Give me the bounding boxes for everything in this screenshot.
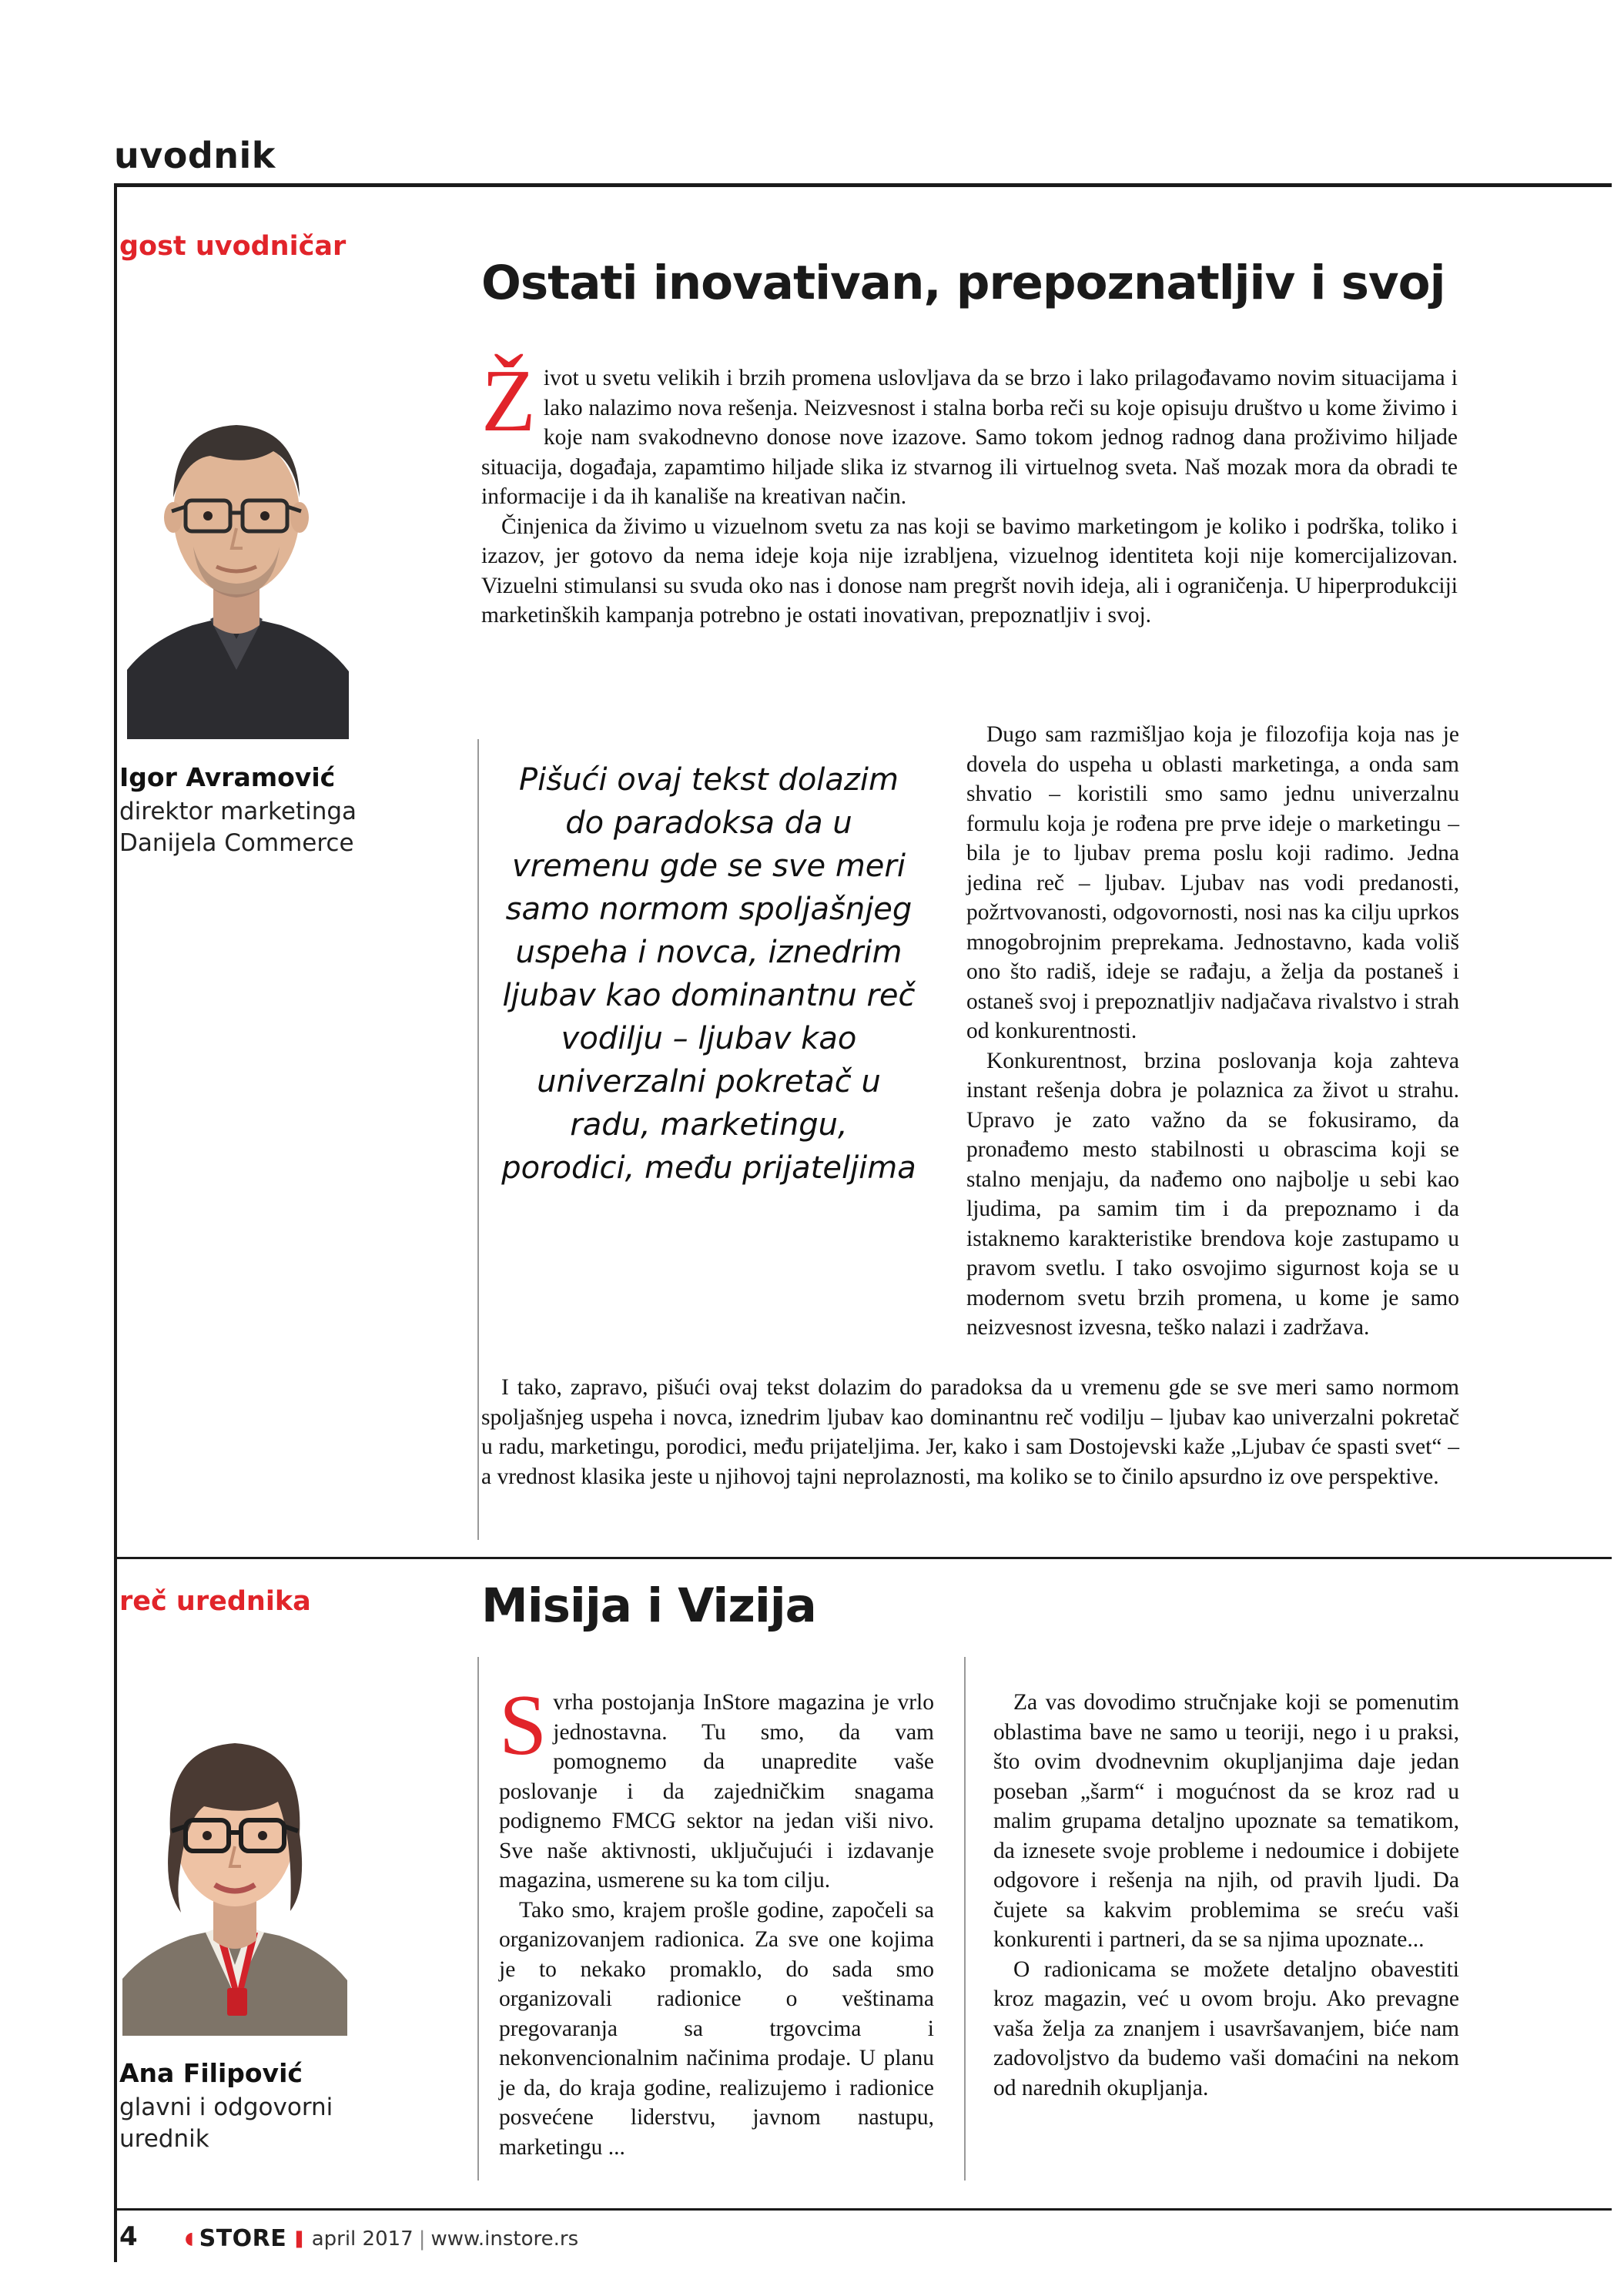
article1-author-role-line1: direktor marketinga xyxy=(119,798,357,825)
article1-right-paragraph-2: Konkurentnost, brzina poslovanja koja zahteva instant rešenja dobra je polaznica za život u strahu. Upravo je zato važno da se fokusiramo, da pronađemo mesto stabilnosti u obrascima koji se stalno menjaju, da nađemo ono najbolje u sebi kao ljudima, pa samim tim i da prepoznamo i da istaknemo karakteristike brendova koje zastupamo u pravom svetlu. I tako osvojimo sigurnost koja se u modernom svetu brzih promena, u kome je samo neizvesnost izvesna, teško nalazi i zadržava. xyxy=(966,1048,1459,1340)
article2-right-column xyxy=(993,1688,1459,2103)
footer-brand xyxy=(185,2225,578,2252)
footer-issue: april 2017 xyxy=(311,2227,414,2251)
article2-title: Misija i Vizija xyxy=(481,1578,816,1633)
article1-author-name: Igor Avramović xyxy=(119,762,336,792)
article1-author-role-line2: Danijela Commerce xyxy=(119,829,354,857)
left-vertical-rule xyxy=(114,183,117,2262)
article2-left-column xyxy=(499,1678,934,2162)
page-number: 4 xyxy=(119,2221,138,2252)
article2-lead-text: vrha postojanja InStore magazina je vrlo jednostavna. Tu smo, da vam pomognemo da unapredite vaše poslovanje i da zajedničkim snagama podignemo FMCG sektor na jedan viši nivo. Sve naše aktivnosti, uključujući i izdavanje magazina, usmerene su ka tom cilju. xyxy=(499,1690,934,1893)
section-header-text: uvodnik xyxy=(114,135,276,176)
article1-dropcap: Ž xyxy=(481,352,536,450)
article1-right-column xyxy=(966,720,1459,1343)
page-section-header xyxy=(114,135,1500,176)
footer-divider xyxy=(114,2208,1612,2211)
portrait-ana-graphic xyxy=(119,1657,350,2036)
article2-column-rule-left xyxy=(477,1657,479,2181)
article2-dropcap: S xyxy=(499,1678,547,1773)
footer-brand-name: STORE xyxy=(199,2225,287,2252)
article-divider xyxy=(114,1557,1612,1559)
portrait-igor-avramovic xyxy=(119,308,354,739)
portrait-igor-graphic xyxy=(119,308,354,739)
article2-author-role-line2: urednik xyxy=(119,2125,209,2153)
article1-lead-paragraph xyxy=(481,352,1458,512)
flag-icon: ❚ xyxy=(292,2229,306,2248)
article2-author-role-line1: glavni i odgovorni xyxy=(119,2094,333,2121)
article2-paragraph-2: Tako smo, krajem prošle godine, započeli sa organizovanjem radionica. Za sve one kojima je to nekako promaklo, do sada smo organizovali radionice o veštinama pregovaranja sa trgovcima i nekonvencionalnim načinima prodaje. U planu je da, do kraja godine, realizujemo i radionice posvećene liderstvu, javnom nastupu, marketingu ... xyxy=(499,1897,934,2160)
portrait-ana-filipovic xyxy=(119,1657,350,2036)
article1-right-paragraph-1: Dugo sam razmišljao koja je filozofija koja nas je dovela do uspeha u oblasti marketinga, a onda sam shvatio – koristili smo samo jednu univerzalnu formulu koja je rođena pre prve ideje o marketingu – bila je to ljubav prema poslu koji radimo. Jedna jedina reč – ljubav. Ljubav nas vodi predanosti, požrtvovanosti, odgovornosti, nosi nas ka cilju uprkos mnogobrojnim preprekama. Jednostavno, kada voliš ono što radiš, ideje se rađaju, a želja da postaneš i ostaneš svoj i prepoznatljiv nadjačava rivalstvo i strah od konkurentnosti. xyxy=(966,722,1459,1043)
article1-column-rule-left xyxy=(477,739,479,1540)
article2-column-rule-mid xyxy=(964,1657,966,2181)
article2-lead-paragraph xyxy=(499,1678,934,1896)
article1-kicker: gost uvodničar xyxy=(119,231,347,262)
article2-author-name: Ana Filipović xyxy=(119,2058,303,2088)
footer-separator: | xyxy=(418,2227,426,2251)
article2-kicker: reč urednika xyxy=(119,1586,311,1617)
footer-website: www.instore.rs xyxy=(430,2227,579,2251)
instore-mark-icon: ◖ xyxy=(185,2229,194,2248)
article1-title: Ostati inovativan, prepoznatljiv i svoj xyxy=(481,256,1445,310)
article2-author-role xyxy=(119,2092,373,2155)
article2-right-paragraph-1: Za vas dovodimo stručnjake koji se pomenutim oblastima bave ne samo u teoriji, nego i u praksi, što ovim dvodnevnim okupljanjima daje jedan poseban „šarm“ i mogućnost da se kroz rad u malim grupama detaljno upoznate sa tematikom, da iznesete svoje probleme i nedoumice i dobijete odgovore i rešenja na njih, od pravih ljudi. Da čujete sa kakvim problemima se sreću vaši konkurenti i partneri, da se sa njima upoznate... xyxy=(993,1690,1459,1952)
article1-closing xyxy=(481,1373,1459,1491)
article1-author-role xyxy=(119,796,373,859)
article1-pullquote: Pišući ovaj tekst dolazim do paradoksa da u vremenu gde se sve meri samo normom spoljašnjeg uspeha i novca, iznedrim ljubav kao dominantnu reč vodilju – ljubav kao univerzalni pokretač u radu, marketingu, porodici, među prijateljima xyxy=(501,762,916,1186)
article2-right-paragraph-2: O radionicama se možete detaljno obavestiti kroz magazin, već u ovom broju. Ako prevagne vaša želja za znanjem i usavršavanjem, biće nam zadovoljstvo da budemo vaši domaćini na nekom od narednih okupljanja. xyxy=(993,1956,1459,2100)
article1-closing-paragraph: I tako, zapravo, pišući ovaj tekst dolazim do paradoksa da u vremenu gde se sve meri samo normom spoljašnjeg uspeha i novca, iznedrim ljubav kao dominantnu reč vodilju – ljubav kao univerzalni pokretač u radu, marketingu, porodici, među prijateljima. Jer, kako i sam Dostojevski kaže „Ljubav će spasti svet“ – a vrednost klasika jeste u njihovoj tajni neprolaznosti, ma koliko se to činilo apsurdno iz ove perspektive. xyxy=(481,1375,1459,1489)
article1-paragraph-2: Činjenica da živimo u vizuelnom svetu za nas koji se bavimo marketingom je koliko i podrška, toliko i izazov, jer gotovo da nema ideje koja nije izrabljena, vizuelnog identiteta koji nije komercijalizovan. Vizuelni stimulansi su svuda oko nas i donose nam pregršt novih ideja, ali i ograničenja. U hiperprodukciji marketinških kampanja potrebno je ostati inovativan, prepoznatljiv i svoj. xyxy=(481,514,1458,628)
article1-lead-text: ivot u svetu velikih i brzih promena uslovljava da se brzo i lako prilagođavamo novim situacijama i lako nalazimo nova rešenja. Neizvesnost i stalna borba reči su koje opisuju društvo u kome živimo i koje nam svakodnevno donose nove izazove. Samo tokom jednog radnog dana proživimo hiljade situacija, događaja, zapamtimo hiljade slika iz stvarnog ili virtuelnog sveta. Naš mozak mora da obradi te informacije i da ih kanališe na kreativan način. xyxy=(481,366,1458,509)
header-divider xyxy=(114,183,1612,187)
article1-intro xyxy=(481,352,1458,631)
